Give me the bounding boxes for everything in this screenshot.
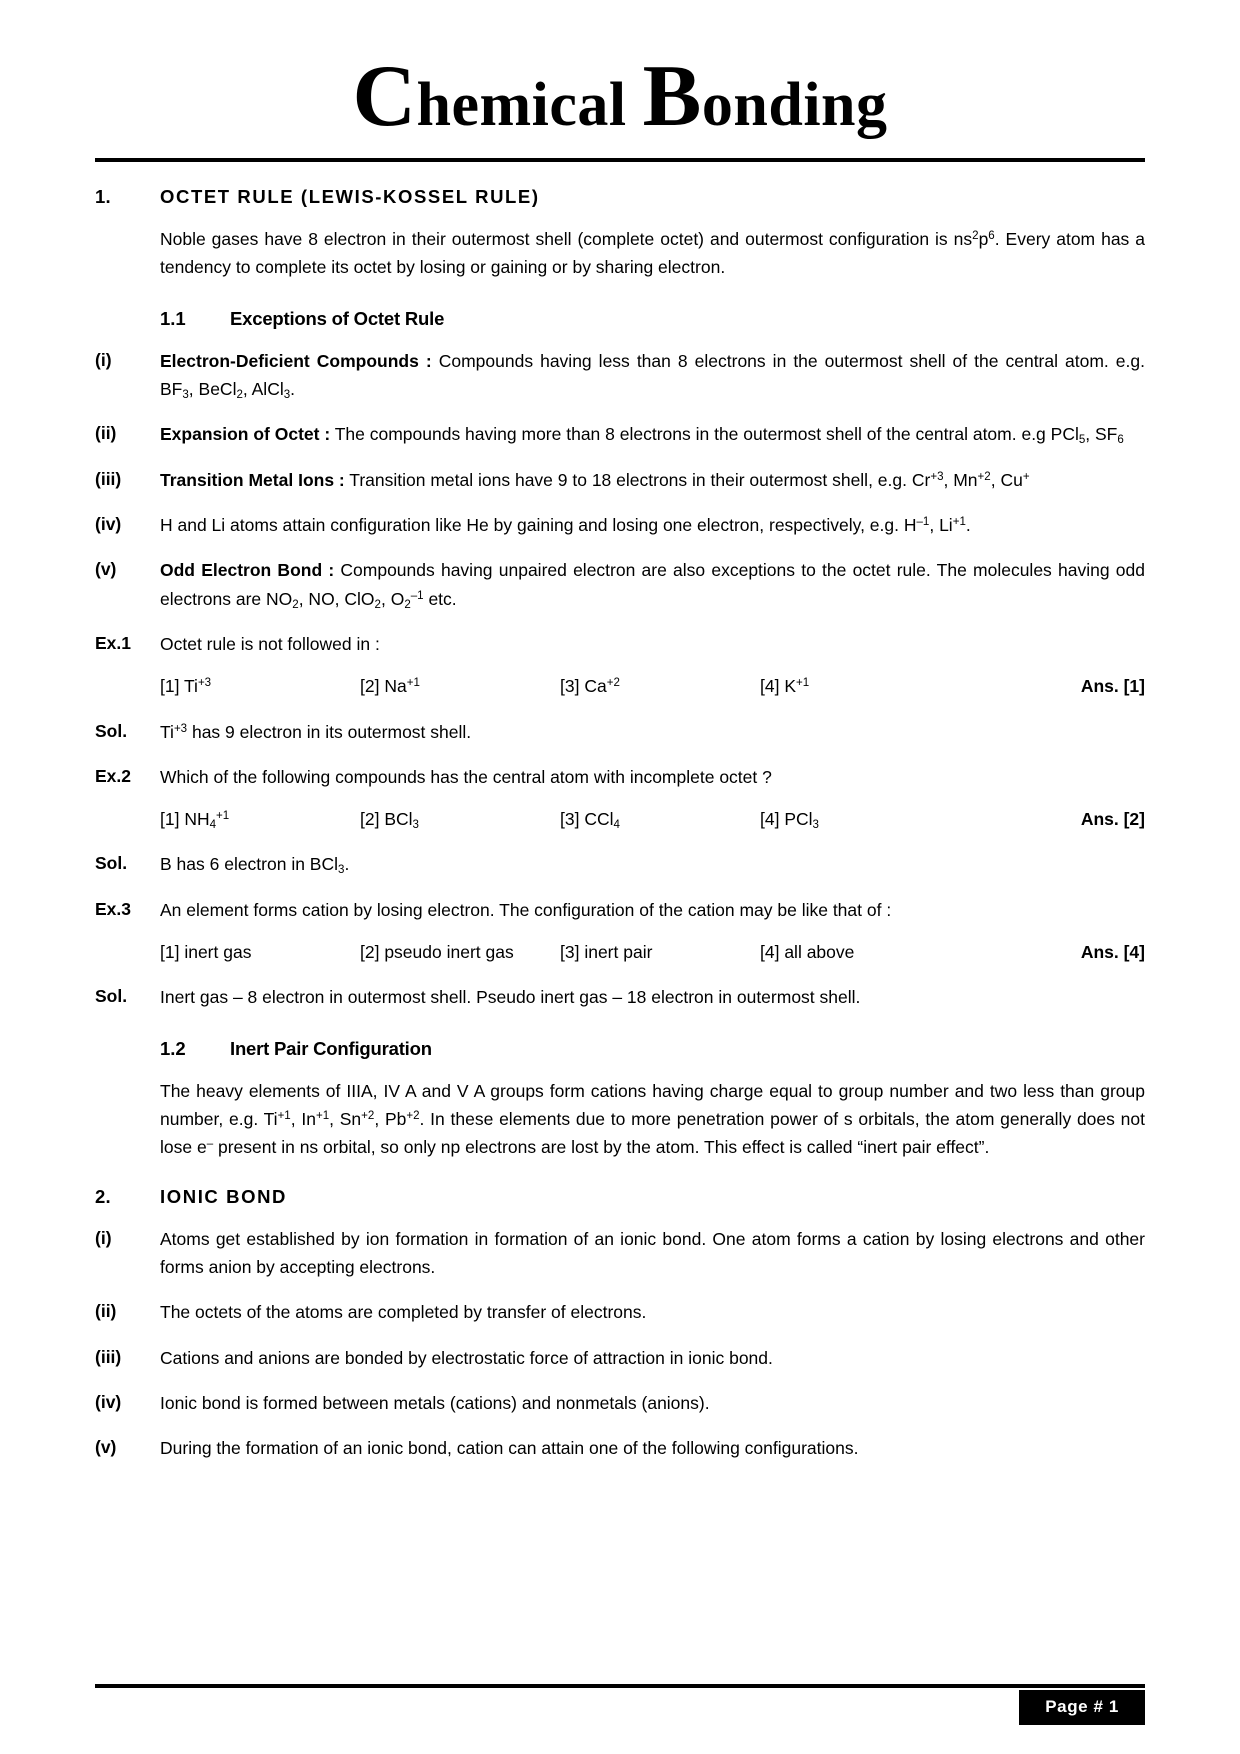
item-marker: (iv) (95, 514, 122, 535)
item-marker: (iii) (95, 1346, 122, 1367)
page-number-badge: Page # 1 (1019, 1690, 1145, 1725)
item-marker: (i) (95, 1227, 112, 1248)
item-lead: Expansion of Octet : (160, 424, 331, 445)
subsection-title: Exceptions of Octet Rule (230, 307, 445, 329)
option-4[interactable]: [4] all above (760, 942, 855, 963)
title-word-bonding: onding (701, 71, 888, 139)
option-4[interactable]: [4] PCl$_3$ (760, 809, 819, 832)
inert-pair-paragraph-row (95, 1077, 1145, 1162)
item-text: Cations and anions are bonded by electrostatic force of attraction in ionic bond. (160, 1347, 773, 1368)
exception-item-iii (95, 466, 1145, 494)
item-marker: (v) (95, 1437, 117, 1458)
option-2[interactable]: [2] BCl$_3$ (360, 809, 419, 832)
option-1[interactable]: [1] $NH_4^{+1}$ (160, 809, 230, 832)
title-cap-b: B (642, 48, 702, 145)
item-text: Odd Electron Bond : Compounds having unpaired electron are also exceptions to the octet rule. The molecules having odd electrons are $NO_2$, NO, ClO$_2$, $O_2^{-1}$ etc. (160, 560, 1145, 611)
example-3-options (95, 939, 1145, 966)
item-marker: (ii) (95, 1301, 117, 1322)
option-1[interactable]: [1] $Ti^{+3}$ (160, 676, 212, 697)
item-lead: Transition Metal Ions : (160, 469, 345, 490)
title-word-chemical: hemical (416, 71, 627, 139)
section-number: 1. (95, 186, 111, 207)
item-text: The octets of the atoms are completed by transfer of electrons. (160, 1302, 647, 1323)
answer-label: Ans. [1] (1080, 676, 1145, 697)
subsection-title: Inert Pair Configuration (230, 1037, 432, 1059)
item-text: Atoms get established by ion formation in formation of an ionic bond. One atom forms a cation by losing electrons and other forms anion by accepting electrons. (160, 1228, 1145, 1277)
item-lead: Electron-Deficient Compounds : (160, 350, 432, 371)
section-title: OCTET RULE (LEWIS-KOSSEL RULE) (160, 186, 540, 207)
ionic-point-v (95, 1434, 1145, 1462)
ionic-point-i (95, 1225, 1145, 1282)
option-4[interactable]: [4] $K^{+1}$ (760, 676, 810, 697)
example-1-solution-row (95, 718, 1145, 746)
example-3-solution-row (95, 983, 1145, 1011)
example-marker: Ex.1 (95, 633, 131, 654)
example-1-question-row (95, 630, 1145, 658)
section-heading-octet-rule (95, 186, 1145, 208)
item-text: Electron-Deficient Compounds : Compounds having less than 8 electrons in the outermost shell of the central atom. e.g. $BF_3$, BeCl$_2$, AlCl$_3$. (160, 350, 1145, 402)
title-cap-c: C (352, 48, 417, 145)
section-intro-row (95, 225, 1145, 282)
solution-text: B has 6 electron in BCl$_3$. (160, 854, 350, 877)
example-2-options (95, 806, 1145, 833)
solution-marker: Sol. (95, 986, 128, 1007)
page-footer (95, 1684, 1145, 1716)
item-text: During the formation of an ionic bond, cation can attain one of the following configurations. (160, 1438, 859, 1459)
example-question: Which of the following compounds has the central atom with incomplete octet ? (160, 766, 772, 787)
section-intro-text: Noble gases have 8 electron in their outermost shell (complete octet) and outermost configuration is $ns^2p^6$. Every atom has a tendency to complete its octet by losing or gaining or by sharing electron. (160, 229, 1145, 278)
option-3[interactable]: [3] inert pair (560, 942, 653, 963)
item-marker: (ii) (95, 423, 117, 444)
subsection-heading-inert-pair (95, 1038, 1145, 1060)
solution-marker: Sol. (95, 853, 128, 874)
item-marker: (iii) (95, 468, 122, 489)
solution-text: $Ti^{+3}$ has 9 electron in its outermost shell. (160, 721, 472, 742)
page-title (95, 0, 1145, 145)
answer-label: Ans. [2] (1080, 809, 1145, 830)
ionic-point-iv (95, 1389, 1145, 1417)
option-3[interactable]: [3] $Ca^{+2}$ (560, 676, 620, 697)
option-2[interactable]: [2] pseudo inert gas (360, 942, 514, 963)
example-3-question-row (95, 896, 1145, 924)
subsection-number: 1.1 (160, 307, 186, 329)
example-question: An element forms cation by losing electron. The configuration of the cation may be like that of : (160, 899, 892, 920)
item-marker: (i) (95, 349, 112, 370)
example-marker: Ex.2 (95, 765, 131, 786)
ionic-point-iii (95, 1344, 1145, 1372)
example-1-options (95, 673, 1145, 700)
subsection-number: 1.2 (160, 1037, 186, 1059)
exception-item-iv (95, 511, 1145, 539)
exception-item-ii (95, 420, 1145, 448)
item-marker: (v) (95, 559, 117, 580)
exception-item-i (95, 347, 1145, 404)
option-3[interactable]: [3] CCl$_4$ (560, 809, 620, 832)
solution-marker: Sol. (95, 720, 128, 741)
exception-item-v (95, 556, 1145, 613)
item-text: H and Li atoms attain configuration like He by gaining and losing one electron, respectively, e.g. $H^{-1}$, $Li^{+1}$. (160, 515, 971, 536)
subsection-heading-exceptions (95, 308, 1145, 330)
item-text: Transition Metal Ions : Transition metal ions have 9 to 18 electrons in their outermost shell, e.g. $Cr^{+3}$, $Mn^{+2}$, Cu+ (160, 469, 1030, 490)
section-heading-ionic-bond (95, 1186, 1145, 1208)
option-1[interactable]: [1] inert gas (160, 942, 252, 963)
example-question: Octet rule is not followed in : (160, 634, 380, 655)
solution-text: Inert gas – 8 electron in outermost shell. Pseudo inert gas – 18 electron in outermost shell. (160, 987, 861, 1008)
section-number: 2. (95, 1185, 111, 1207)
option-2[interactable]: [2] $Na^{+1}$ (360, 676, 420, 697)
section-title: IONIC BOND (160, 1185, 287, 1207)
answer-label: Ans. [4] (1080, 942, 1145, 963)
example-2-question-row (95, 763, 1145, 791)
item-text: Expansion of Octet : The compounds having more than 8 electrons in the outermost shell of the central atom. e.g PCl$_5$, $SF_6$ (160, 424, 1124, 447)
ionic-point-ii (95, 1298, 1145, 1326)
inert-pair-paragraph: The heavy elements of IIIA, IV A and V A groups form cations having charge equal to group number and two less than group number, e.g. $Ti^{+1}$, $In^{+1}$, $Sn^{+2}$, $Pb^{+2}$. In these elements due to more penetration power of s orbitals, the atom generally does not lose e– present in ns orbital, so only np electrons are lost by the atom. This effect is called “inert pair effect”. (160, 1080, 1145, 1158)
example-2-solution-row (95, 850, 1145, 878)
document-title (352, 48, 888, 145)
title-divider (95, 158, 1145, 162)
item-lead: Odd Electron Bond : (160, 560, 335, 581)
item-text: Ionic bond is formed between metals (cations) and nonmetals (anions). (160, 1392, 710, 1413)
footer-divider (95, 1684, 1145, 1688)
item-marker: (iv) (95, 1391, 122, 1412)
example-marker: Ex.3 (95, 898, 131, 919)
